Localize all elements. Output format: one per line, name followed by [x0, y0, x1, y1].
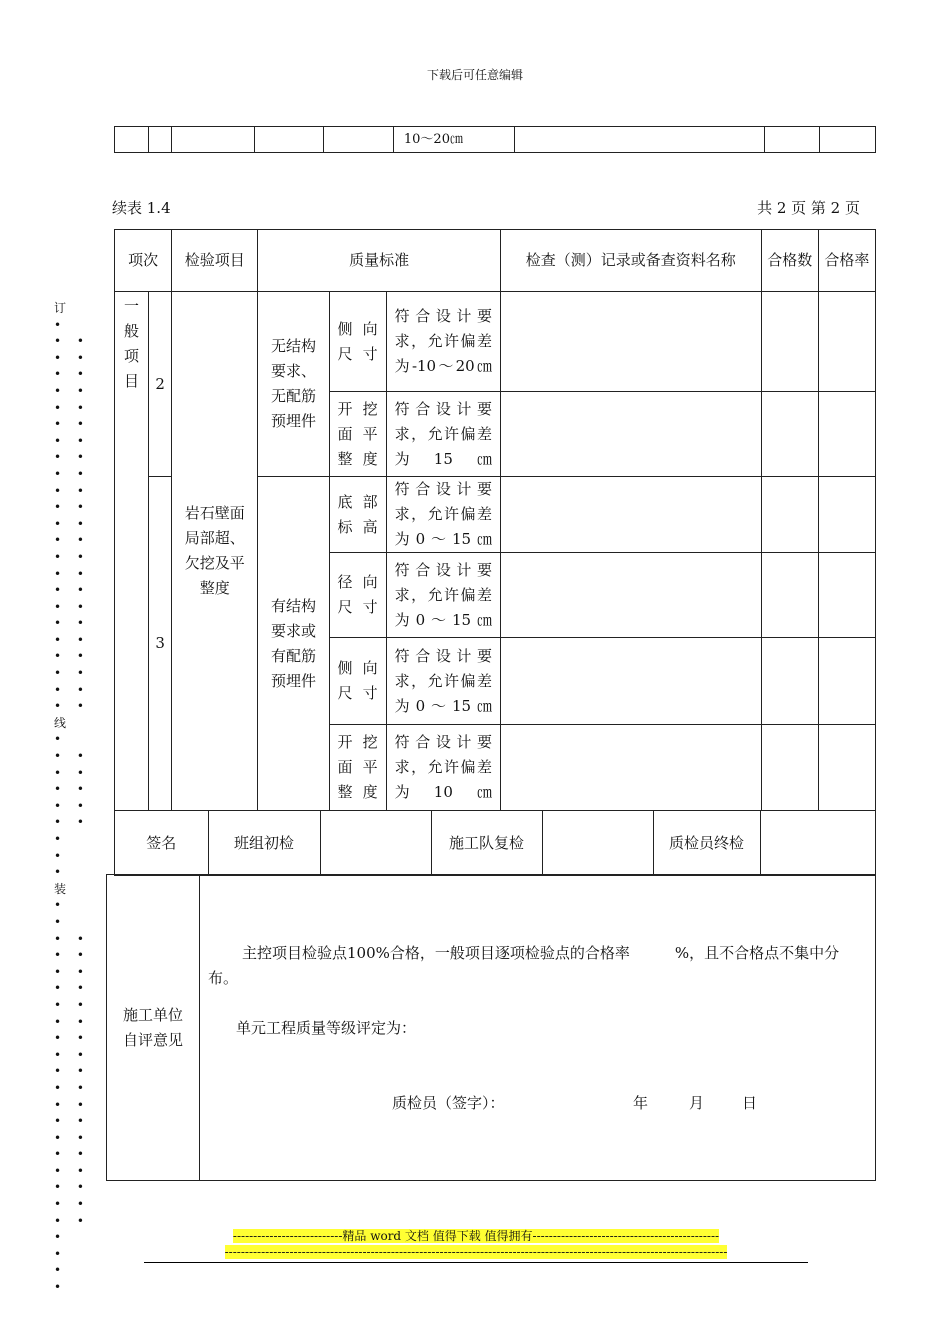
sign-shigongdui-field[interactable] — [542, 811, 653, 875]
date-day: 日 — [742, 1094, 758, 1112]
footer-line-1: ---------------------------精品 word 文档 值得下载 值得拥有---------------------------------------------- — [232, 1229, 720, 1243]
binding-char-ding: 订 • — [54, 301, 73, 332]
sign-banzu-field[interactable] — [320, 811, 431, 875]
cell — [254, 127, 323, 153]
standard: 符合设计要求，允许偏差为10㎝ — [386, 725, 500, 811]
opinion-text-2: 单元工程质量等级评定为： — [236, 1019, 417, 1037]
pass-count-cell — [761, 553, 818, 638]
cell — [171, 127, 254, 153]
record-cell — [500, 292, 761, 392]
record-cell — [500, 477, 761, 553]
form-label: 续表 1.4 — [112, 199, 171, 217]
record-cell — [500, 553, 761, 638]
sub-item: 开挖面平整度 — [329, 725, 386, 811]
header-hegeshu: 合格数 — [761, 230, 818, 292]
pass-count-cell — [761, 725, 818, 811]
pass-rate-cell — [818, 292, 875, 392]
binding-char-xian: 线 • — [54, 715, 73, 747]
page-header: 下载后可任意编辑 — [426, 68, 523, 82]
sub-item: 底部标高 — [329, 477, 386, 553]
pass-rate-cell — [818, 392, 875, 477]
date-year: 年 — [633, 1094, 649, 1112]
sub-item: 侧向尺寸 — [329, 292, 386, 392]
sub-item: 径向尺寸 — [329, 553, 386, 638]
self-evaluation-table — [106, 874, 876, 1181]
page-info: 共 2 页 第 2 页 — [757, 199, 860, 217]
standard: 符合设计要求，允许偏差为0～15㎝ — [386, 553, 500, 638]
header-jianyan: 检验项目 — [172, 230, 258, 292]
sign-shigongdui-label: 施工队复检 — [431, 811, 542, 875]
category-label: 一般项目 — [124, 297, 140, 390]
pass-rate-cell — [818, 477, 875, 553]
binding-char-zhuang: • 装 — [54, 865, 73, 896]
category-cell — [115, 292, 149, 811]
cell — [148, 127, 171, 153]
pass-count-cell — [761, 638, 818, 725]
deviation-value: 10～20㎝ — [393, 127, 514, 153]
footer-rule — [144, 1262, 808, 1263]
cell — [764, 127, 820, 153]
record-cell — [500, 392, 761, 477]
cell — [323, 127, 393, 153]
header-zhiliang: 质量标准 — [258, 230, 501, 292]
cell — [115, 127, 149, 153]
standard: 符合设计要求，允许偏差为0～15㎝ — [386, 477, 500, 553]
pass-rate-cell — [818, 553, 875, 638]
pass-rate-cell — [818, 638, 875, 725]
cell — [514, 127, 764, 153]
sign-zhijianyuan-field[interactable] — [760, 811, 875, 875]
date-month: 月 — [689, 1094, 705, 1112]
standard: 符合设计要求，允许偏差为-10～20㎝ — [386, 292, 500, 392]
binding-margin: 订 • • • • • • • • • • • • • • • • • • • • • • • • • • • • • • • • • • • • • • • • • • • • • • • 线 • • • • • • • • • • • • • • 装 • • • • • • • • • • • • • • • • • • • • • • • • • • • • • • • • • • • • • • • • • • — [54, 300, 94, 1296]
sign-banzu-label: 班组初检 — [208, 811, 320, 875]
pass-count-cell — [761, 392, 818, 477]
group-1: 无结构要求、无配筋预埋件 — [258, 292, 329, 477]
inspector-signature-label: 质检员（签字）： — [392, 1094, 505, 1112]
pass-count-cell — [761, 477, 818, 553]
signature-row — [115, 811, 876, 876]
item-number-3: 3 — [149, 477, 172, 811]
item-number-2: 2 — [149, 292, 172, 477]
pass-rate-cell — [818, 725, 875, 811]
sign-zhijianyuan-label: 质检员终检 — [653, 811, 760, 875]
opinion-label: 施工单位自评意见 — [107, 875, 200, 1181]
sign-label: 签名 — [115, 811, 208, 875]
header-hegelv: 合格率 — [818, 230, 875, 292]
opinion-text-1: 主控项目检验点100%合格，一般项目逐项检验点的合格率 %，且不合格点不集中分布。 — [208, 944, 840, 987]
sub-item: 开挖面平整度 — [329, 392, 386, 477]
pass-count-cell — [761, 292, 818, 392]
item-name: 岩石壁面局部超、欠挖及平整度 — [172, 292, 258, 811]
standard: 符合设计要求，允许偏差为15㎝ — [386, 392, 500, 477]
group-2: 有结构要求或有配筋预埋件 — [258, 477, 329, 811]
record-cell — [500, 725, 761, 811]
sub-item: 侧向尺寸 — [329, 638, 386, 725]
inspection-table — [114, 229, 876, 876]
footer-line-2: ---------------------------------------------------------------------------------------------------------------------------- — [224, 1245, 728, 1259]
opinion-content — [200, 875, 876, 1181]
header-jiancha: 检查（测）记录或备查资料名称 — [500, 230, 761, 292]
header-xiangci: 项次 — [115, 230, 172, 292]
cell — [820, 127, 876, 153]
record-cell — [500, 638, 761, 725]
standard: 符合设计要求，允许偏差为0～15㎝ — [386, 638, 500, 725]
footer-banner — [176, 1228, 776, 1260]
continued-table-fragment — [114, 126, 876, 153]
